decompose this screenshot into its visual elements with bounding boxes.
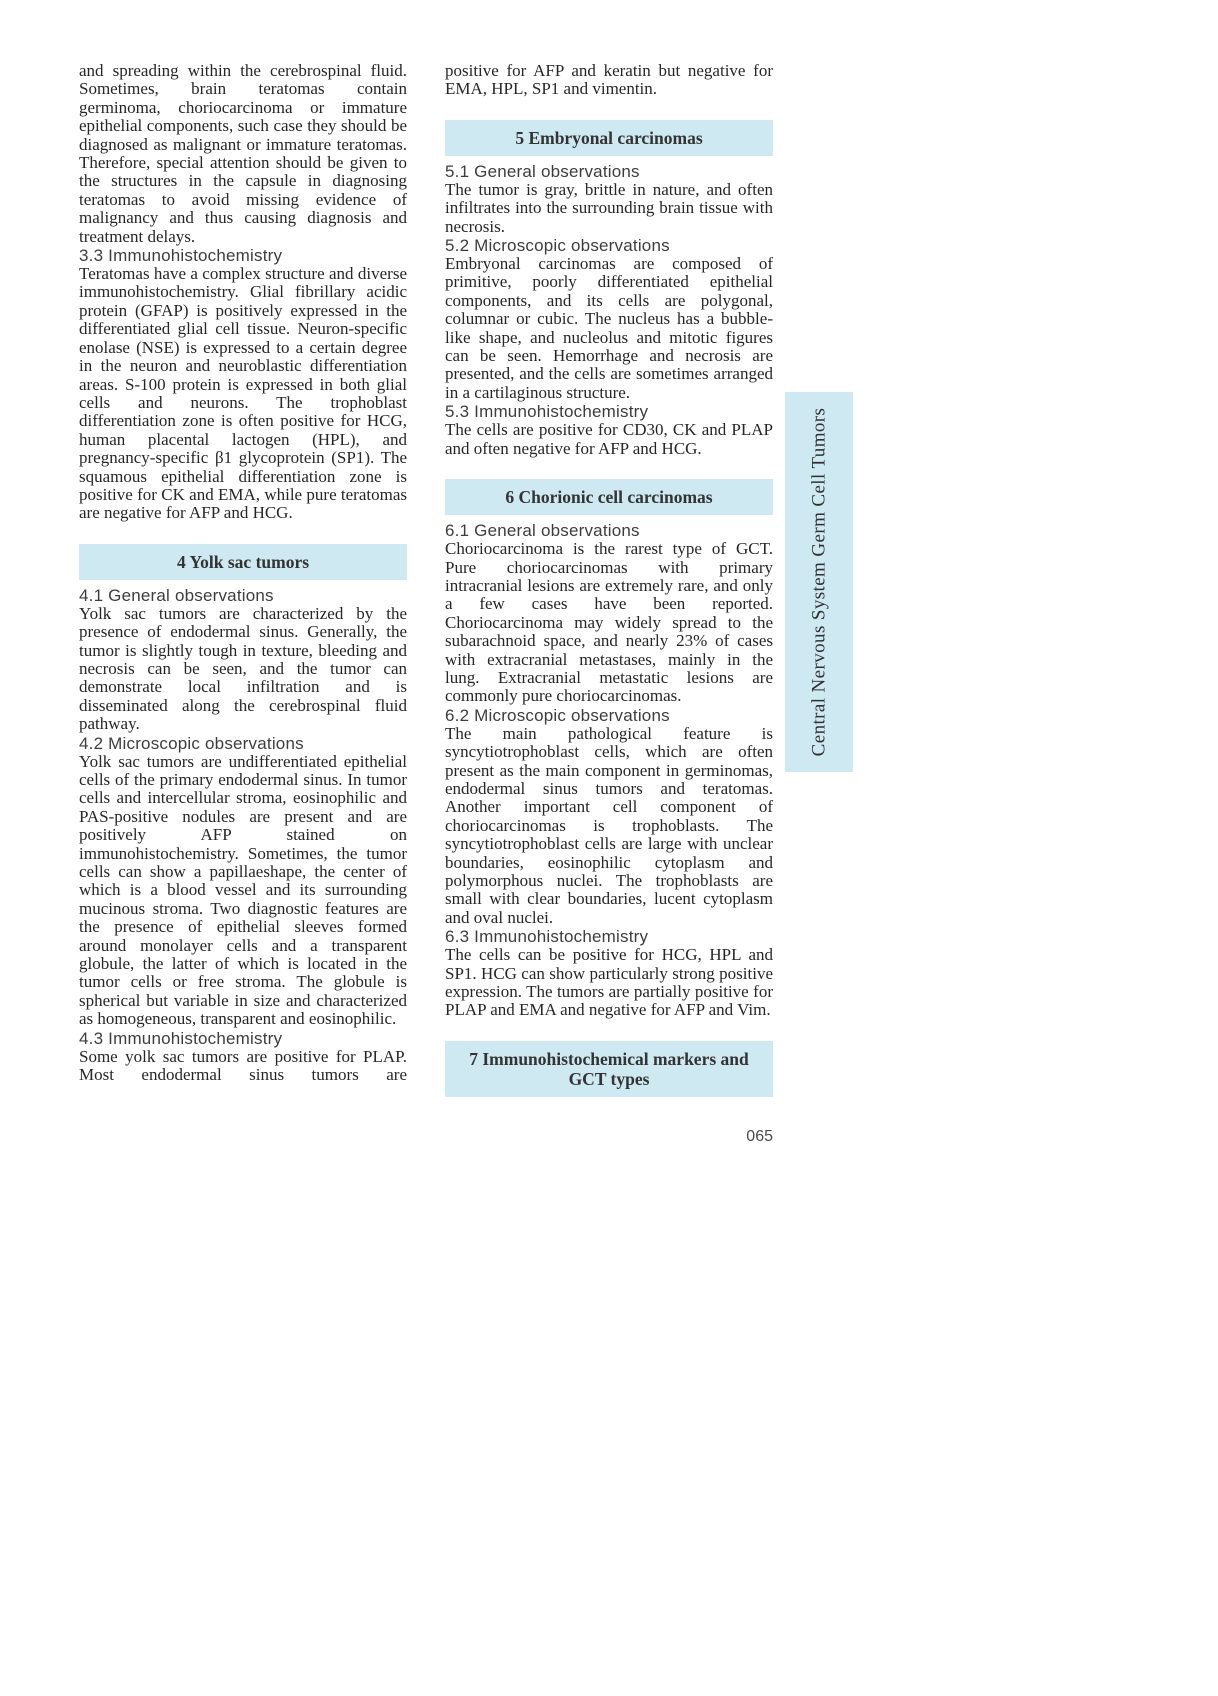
left-column	[79, 62, 407, 1085]
section-header-7: 7 Immunohistochemical markers and GCT types	[445, 1041, 773, 1097]
subsection-heading-4-1: 4.1 General observations	[79, 585, 274, 605]
body-paragraph: Yolk sac tumors are characterized by the presence of endodermal sinus. Generally, the tumor is slightly tough in texture, bleeding and necrosis can be seen, and the tumor can demonstrate local infiltration and is disseminated along the cerebrospinal fluid pathway.	[79, 603, 407, 734]
section-header-6: 6 Chorionic cell carcinomas	[445, 479, 773, 515]
subsection-heading-5-1: 5.1 General observations	[445, 161, 640, 181]
chapter-tab	[785, 392, 853, 772]
subsection-heading-5-3: 5.3 Immunohistochemistry	[445, 402, 649, 422]
body-paragraph: Teratomas have a complex structure and diverse immunohistochemistry. Glial fibrillary acidic protein (GFAP) is positively expressed in the differentiated glial cell tissue. Neuron-specific enolase (NSE) is expressed to a certain degree in the neuron and neuroblastic differentiation areas. S-100 protein is expressed in both glial cells and neurons. The trophoblast differentiation zone is often positive for HCG, human placental lactogen (HPL), and pregnancy-specific β1 glycoprotein (SP1). The squamous epithelial differentiation zone is positive for CK and EMA, while pure teratomas are negative for AFP and HCG.	[79, 264, 407, 523]
section-header-5: 5 Embryonal carcinomas	[445, 120, 773, 156]
body-paragraph: and spreading within the cerebrospinal fluid. Sometimes, brain teratomas contain germinoma, choriocarcinoma or immature epithelial components, such case they should be diagnosed as malignant or immature teratomas. Therefore, special attention should be given to the structures in the capsule in diagnosing teratomas to avoid missing evidence of malignancy and thus causing diagnosis and treatment delays.	[79, 61, 407, 246]
body-paragraph: Choriocarcinoma is the rarest type of GCT. Pure choriocarcinomas with primary intracranial lesions are extremely rare, and only a few cases have been reported. Choriocarcinoma may widely spread to the subarachnoid space, and nearly 23% of cases with extracranial metastases, mainly in the lung. Extracranial metastatic lesions are commonly pure choriocarcinomas.	[445, 539, 773, 706]
body-paragraph: Some yolk sac tumors are positive for PLAP. Most endodermal sinus tumors are	[79, 1046, 407, 1085]
subsection-heading-3-3: 3.3 Immunohistochemistry	[79, 246, 283, 266]
body-paragraph: The main pathological feature is syncytiotrophoblast cells, which are often present as the main component in germinomas, endodermal sinus tumors and teratomas. Another important cell component of choriocarcinomas is trophoblasts. The syncytiotrophoblast cells are large with unclear boundaries, eosinophilic cytoplasm and polymorphous nuclei. The trophoblasts are small with clear boundaries, lucent cytoplasm and oval nuclei.	[445, 723, 773, 927]
right-column	[445, 62, 773, 1103]
section-header-4: 4 Yolk sac tumors	[79, 544, 407, 580]
subsection-heading-6-3: 6.3 Immunohistochemistry	[445, 927, 649, 947]
chapter-tab-label: Central Nervous System Germ Cell Tumors	[808, 407, 829, 757]
body-paragraph: The cells can be positive for HCG, HPL and SP1. HCG can show particularly strong positive expression. The tumors are partially positive for PLAP and EMA and negative for AFP and Vim.	[445, 945, 773, 1020]
page-number: 065	[746, 1128, 773, 1145]
subsection-heading-4-3: 4.3 Immunohistochemistry	[79, 1028, 283, 1048]
body-paragraph: The tumor is gray, brittle in nature, and often infiltrates into the surrounding brain tissue with necrosis.	[445, 179, 773, 236]
body-paragraph: Yolk sac tumors are undifferentiated epithelial cells of the primary endodermal sinus. In tumor cells and intercellular stroma, eosinophilic and PAS-positive nodules are present and are positively AFP stained on immunohistochemistry. Sometimes, the tumor cells can show a papillaeshape, the center of which is a blood vessel and its surrounding mucinous stroma. Two diagnostic features are the presence of epithelial sleeves formed around monolayer cells and a transparent globule, the latter of which is located in the tumor cells or free stroma. The globule is spherical but variable in size and characterized as homogeneous, transparent and eosinophilic.	[79, 751, 407, 1029]
body-paragraph: positive for AFP and keratin but negative for EMA, HPL, SP1 and vimentin.	[445, 61, 773, 99]
subsection-heading-4-2: 4.2 Microscopic observations	[79, 733, 304, 753]
body-paragraph: The cells are positive for CD30, CK and PLAP and often negative for AFP and HCG.	[445, 420, 773, 458]
body-paragraph: Embryonal carcinomas are composed of primitive, poorly differentiated epithelial components, and its cells are polygonal, columnar or cubic. The nucleus has a bubble-like shape, and nucleolus and mitotic figures can be seen. Hemorrhage and necrosis are presented, and the cells are sometimes arranged in a cartilaginous structure.	[445, 254, 773, 402]
subsection-heading-6-2: 6.2 Microscopic observations	[445, 705, 670, 725]
subsection-heading-6-1: 6.1 General observations	[445, 521, 640, 541]
subsection-heading-5-2: 5.2 Microscopic observations	[445, 236, 670, 256]
